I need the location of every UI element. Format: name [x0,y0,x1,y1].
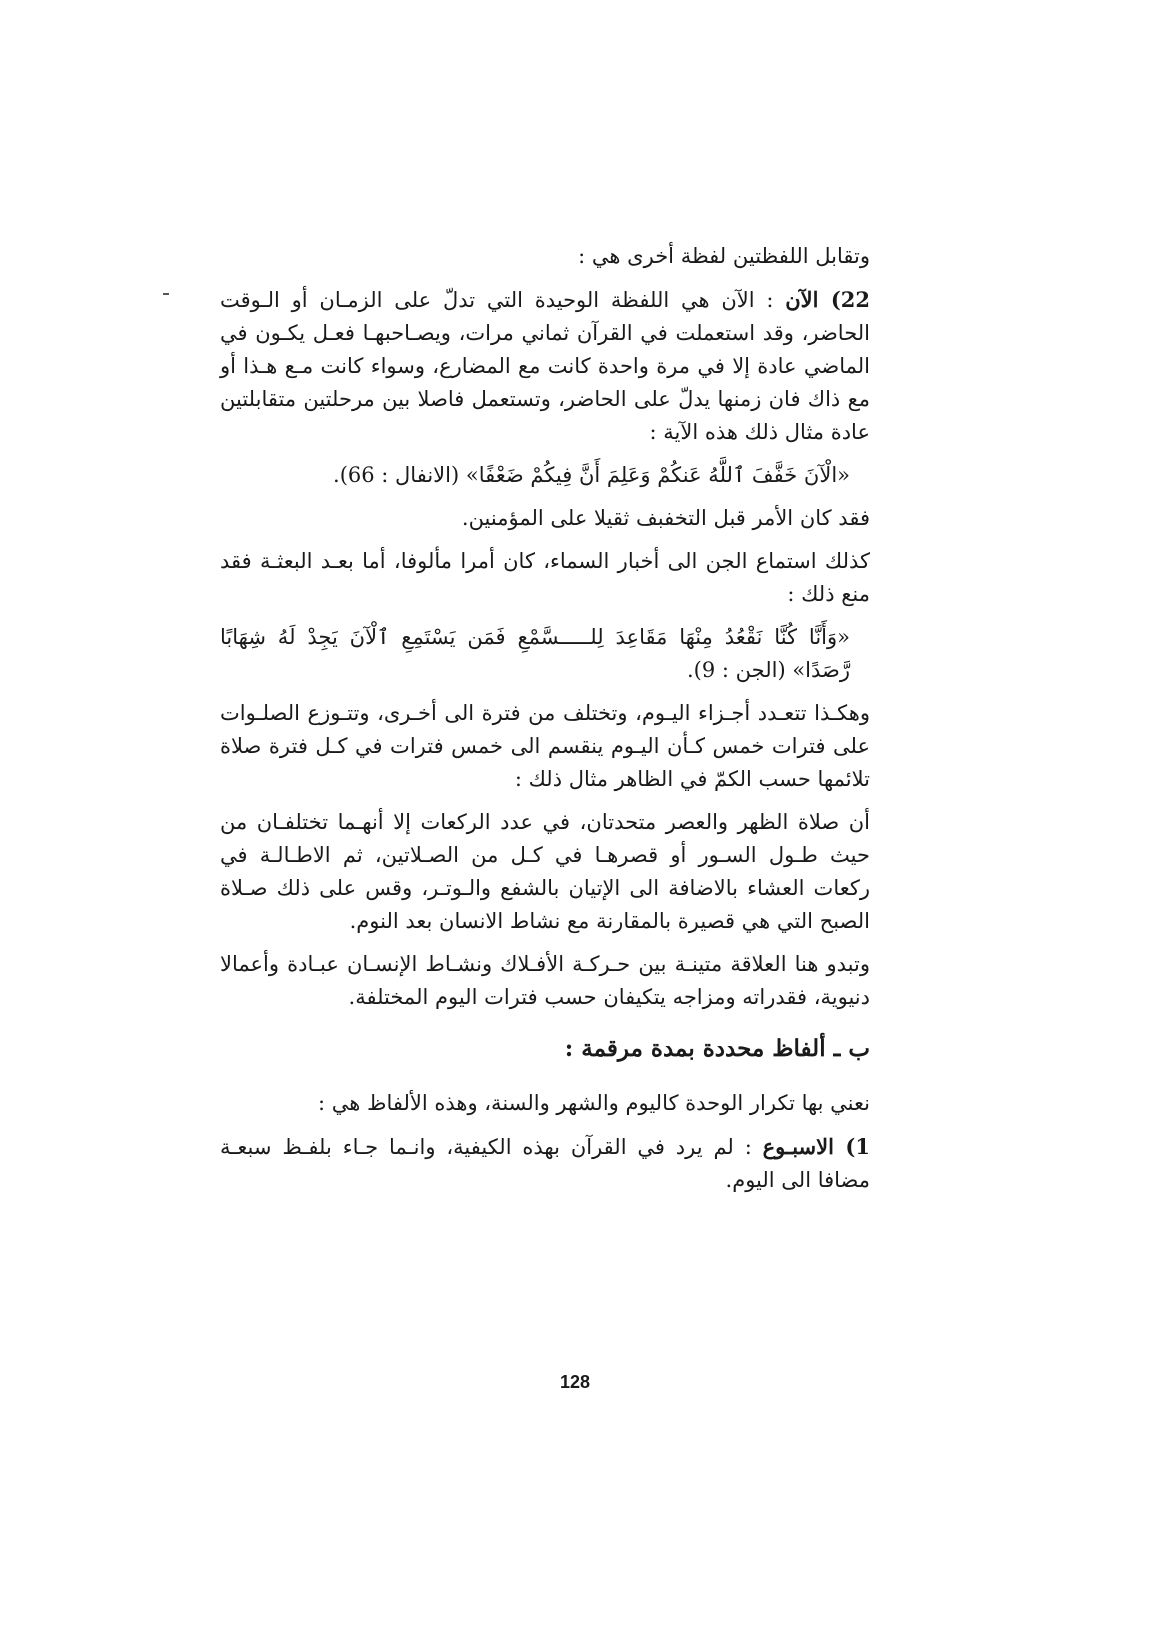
page-body [220,240,870,1207]
section-heading: ب ـ ألفاظ محددة بمدة مرقمة : [564,1035,870,1062]
intro-line: وتقابل اللفظتين لفظة أخرى هي : [578,244,870,268]
paragraph-prayers: أن صلاة الظهر والعصر متحدتان، في عدد الركعات إلا أنهـما تختلفـان من حيث طـول السـور أو قصرهـا في كـل من الصـلاتين، ثم الاطـالـة في ركعات العشاء بالاضافة الى الإتيان بالشفع والـوتـر، وقس على ذلك صـلاة الصبح التي هي قصيرة بالمقارنة مع نشاط الانسان بعد النوم. [220,810,870,933]
paragraph-day-parts: وهكـذا تتعـدد أجـزاء اليـوم، وتختلف من فترة الى أخـرى، وتتـوزع الصلـوات على فترات خمس كـأن اليـوم ينقسم الى خمس فترات في كـل فترة صلاة تلائمها حسب الكمّ في الظاهر مثال ذلك : [220,701,870,791]
entry-al-aan [220,283,870,449]
margin-mark [163,293,169,295]
paragraph-jinn: كذلك استماع الجن الى أخبار السماء، كان أمرا مألوفا، أما بعـد البعثـة فقد منع ذلك : [220,549,870,606]
paragraph-relation: وتبدو هنا العلاقة متينـة بين حـركـة الأفـلاك ونشـاط الإنسـان عبـادة وأعمالا دنيوية، فقدراته ومزاجه يتكيفان حسب فترات اليوم المختلفة. [220,952,870,1009]
paragraph-takhfif: فقد كان الأمر قبل التخفبف ثقيلا على المؤمنين. [461,506,870,530]
page-number: 128 [559,1372,591,1392]
entry-heading: 22) الآن [785,287,870,312]
entry-text: : لم يرد في القرآن بهذه الكيفية، وانـما جـاء بلفـظ سبعـة مضافا الى اليوم. [220,1135,870,1192]
quran-quote-anfal: «الْآنَ خَفَّفَ ٱللَّهُ عَنكُمْ وَعَلِمَ أَنَّ فِيكُمْ ضَعْفًا» (الانفال : 66). [333,463,850,487]
entry-text: : الآن هي اللفظة الوحيدة التي تدلّ على الزمـان أو الـوقت الحاضر، وقد استعملت في القرآن ثماني مرات، ويصـاحبهـا فعـل يكـون في الماضي عادة إلا في مرة واحدة كانت مع المضارع، وسواء كانت مـع هـذا أو مع ذاك فان زمنها يدلّ على الحاضر، وتستعمل فاصلا بين مرحلتين متقابلتين عادة مثال ذلك هذه الآية : [220,288,870,444]
paragraph-units: نعني بها تكرار الوحدة كاليوم والشهر والسنة، وهذه الألفاظ هي : [318,1091,870,1115]
entry-heading: 1) الاسبـوع [762,1134,870,1159]
entry-usbu [220,1130,870,1197]
quran-quote-jinn: «وَأَنَّا كُنَّا نَقْعُدُ مِنْهَا مَقَاعِدَ لِلـــــسَّمْعِ فَمَن يَسْتَمِعِ ٱلْآنَ يَجِدْ لَهُ شِهَابًا رَّصَدًا» (الجن : 9). [220,625,850,682]
